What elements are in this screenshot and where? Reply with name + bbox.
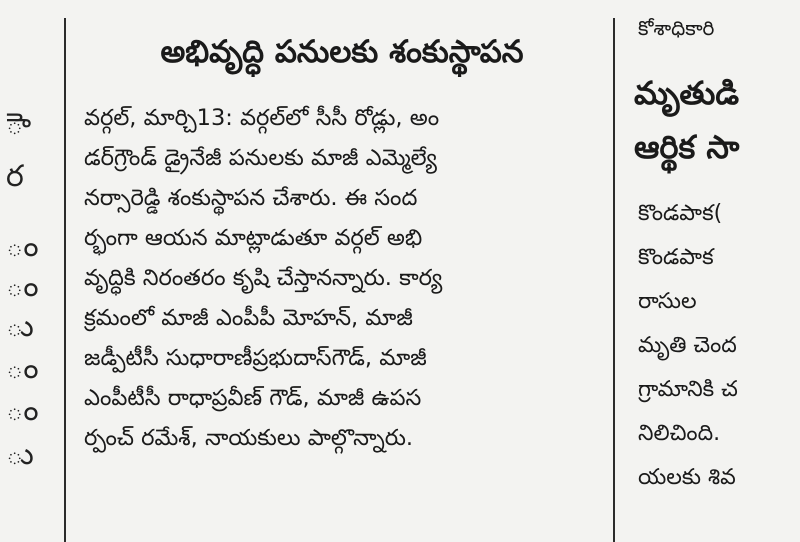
right-fragment-body-line: కొండపాక( — [638, 201, 723, 226]
right-fragment-headline: ఆర్థిక సా — [634, 128, 740, 166]
left-fragment-char: ం — [6, 393, 39, 428]
left-fragment-char: ం — [6, 269, 39, 304]
article-body-line: క్రమంలో మాజీ ఎంపీపీ మోహన్, మాజీ — [84, 305, 413, 331]
left-fragment-char: ం — [6, 351, 39, 386]
right-fragment-top-line: కోశాధికారి — [638, 16, 715, 40]
right-fragment-body-line: మృతి చెంద — [638, 333, 737, 358]
left-fragment-char: ు — [6, 437, 34, 472]
right-fragment-headline: మృతుడి — [634, 74, 740, 112]
left-fragment-char: ు — [6, 309, 34, 344]
left-column-fragment — [0, 0, 52, 542]
right-fragment-body-line: గ్రామానికి చ — [638, 377, 738, 402]
article-body-line: ర్పంచ్ రమేశ్, నాయకులు పాల్గొన్నారు. — [84, 425, 414, 451]
right-fragment-body-line: యలకు శివ — [638, 465, 736, 490]
left-fragment-char: ర — [6, 159, 24, 194]
article — [72, 0, 607, 542]
article-body-line: నర్సారెడ్డి శంకుస్థాపన చేశారు. ఈ సంద — [84, 185, 418, 211]
right-column-fragment — [620, 0, 800, 542]
right-fragment-body-line: రాసుల — [638, 289, 697, 314]
left-fragment-char: ం — [6, 229, 39, 264]
article-body-line: వృద్ధికి నిరంతరం కృషి చేస్తానన్నారు. కార్య — [84, 265, 443, 291]
left-fragment-char: ెా — [6, 107, 32, 142]
right-fragment-body-line: కొండపాక — [638, 245, 714, 270]
article-body-line: జడ్పీటీసీ సుధారాణీప్రభుదాస్‌గౌడ్, మాజీ — [84, 345, 427, 371]
right-fragment-body-line: నిలిచింది. — [638, 421, 721, 446]
article-body-line: వర్గల్, మార్చి13: వర్గల్‌లో సీసీ రోడ్లు, అం — [84, 105, 440, 131]
column-divider-right — [613, 18, 615, 542]
article-headline: అభివృద్ధి పనులకు శంకుస్థాపన — [160, 34, 524, 70]
article-body-line: ఎంపీటీసీ రాధాప్రవీణ్ గౌడ్, మాజీ ఉపస — [84, 385, 422, 411]
article-body-line: ర్భంగా ఆయన మాట్లాడుతూ వర్గల్ అభి — [84, 225, 423, 251]
article-body-line: డర్‌గ్రౌండ్ డ్రైనేజీ పనులకు మాజీ ఎమ్మెల్యే — [84, 145, 437, 171]
column-divider-left — [64, 18, 66, 542]
